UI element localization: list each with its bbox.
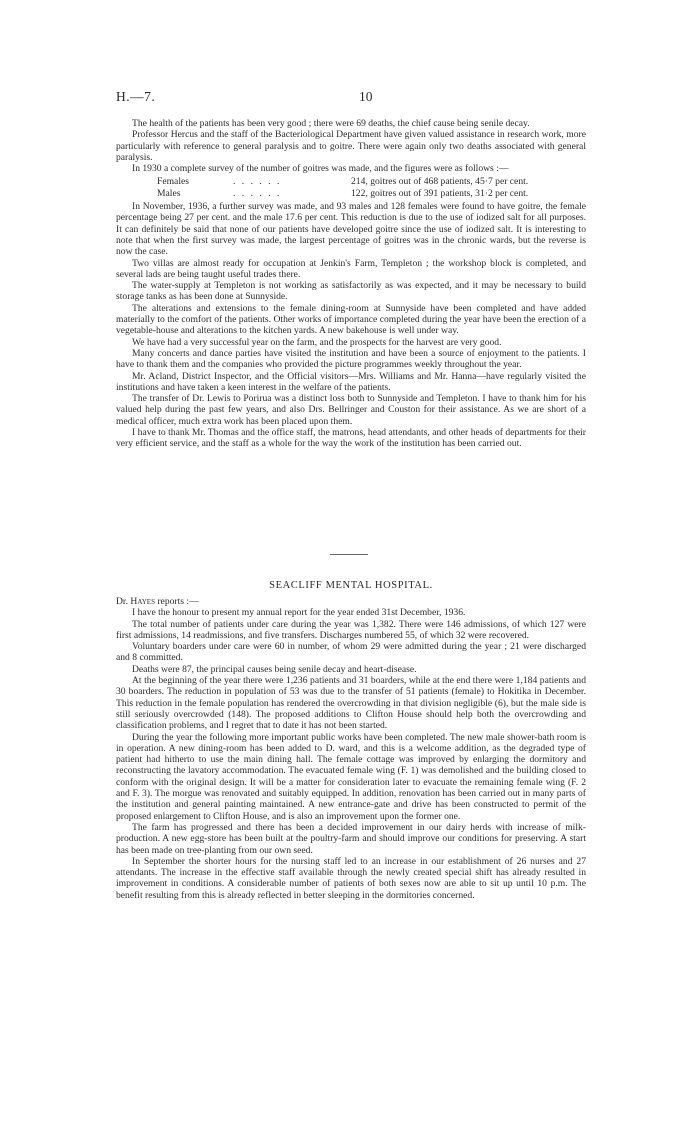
paragraph-goitre-survey-1930: In 1930 a complete survey of the number of goitres was made, and the figures were as follows :— [132,163,509,175]
paragraph-deaths: Deaths were 87, the principal causes being senile decay and heart-disease. [132,663,417,675]
paragraph-annual-report: I have the honour to present my annual report for the year ended 31st December, 1936. [132,607,466,619]
paragraph-research: Professor Hercus and the staff of the Bacteriological Department have given valued assistance in research work, more particularly with reference to general paralysis and to goitre. There were again only two deaths associated with general paralysis. [116,129,586,163]
goitre-figures-table [157,176,528,199]
row-label: Males [157,187,181,199]
page-header [116,89,586,107]
paragraph-admissions: The total number of patients under care during the year was 1,382. There were 146 admissions, of which 127 were first admissions, 14 readmissions, and five transfers. Discharges numbered 55, of which 32 were recovered. [116,618,586,641]
leader-dots: . . . . . . [233,176,282,188]
leader-dots: . . . . . . [233,187,282,199]
paragraph-concerts: Many concerts and dance parties have visited the institution and have been a source of enjoyment to the patients. I have to thank them and the companies who provided the picture programmes weekly throughout the year. [116,347,586,371]
paragraph-voluntary-boarders: Voluntary boarders under care were 60 in number, of whom 29 were admitted during the year ; 21 were discharged and 8 committed. [116,641,586,664]
paragraph-public-works: During the year the following more important public works have been completed. The new male shower-bath room is in operation. A new dining-room has been added to D. ward, and this is a welcome addition, as the degraded type of patient had hitherto to use the main dining hall. The female cottage was improved by enlarging the dormitory and reconstructing the lavatory accommodation. The evacuated female wing (F. 1) was demolished and the building closed to conform with the original design. It will be a matter for consideration later to evacuate the remaining female wing (F. 2 and F. 3). The morgue was renovated and suitably equipped. In addition, renovation has been carried out in many parts of the institution and general painting maintained. A new entrance-gate and drive has been constructed to permit of the proposed enlargement to Clifton House, and is also an improvement upon the former one. [116,731,586,822]
paragraph-goitre-survey-1936: In November, 1936, a further survey was made, and 93 males and 128 females were found to have goitre, the female percentage being 27 per cent. and the male 17.6 per cent. This reduction is due to the use of iodized salt for all purposes. It can definitely be said that none of our patients have developed goitre since the use of iodized salt. It is interesting to note that when the first survey was made, the largest percentage of goitres was in the chronic wards, but the reverse is now the case. [116,201,586,258]
paragraph-farm: We have had a very successful year on the farm, and the prospects for the harvest are very good. [132,336,502,348]
paragraph-transfer: The transfer of Dr. Lewis to Porirua was a distinct loss both to Sunnyside and Templeton. I have to thank him for his valued help during the past few years, and also Drs. Bellringer and Couston for their assistance. As we are short of a medical officer, much extra work has been placed upon them. [116,393,586,427]
row-value: 214, goitres out of 468 patients, 45·7 per cent. [351,176,529,188]
paragraph-visitors: Mr. Acland, District Inspector, and the Official visitors—Mrs. Williams and Mr. Hanna—have regularly visited the institutions and have taken a keen interest in the welfare of the patients. [116,370,586,393]
section-divider [330,554,368,555]
table-row [157,188,528,199]
section-heading: SEACLIFF MENTAL HOSPITAL. [269,580,433,591]
paragraph-thanks: I have to thank Mr. Thomas and the office staff, the matrons, head attendants, and other heads of departments for their very efficient service, and the staff as a whole for the way the work of the institution has been carried out. [116,427,586,450]
paragraph-villas: Two villas are almost ready for occupation at Jenkin's Farm, Templeton ; the workshop block is completed, and several lads are being taught useful trades there. [116,257,586,280]
report-section-2 [116,596,586,901]
paragraph-nursing-staff: In September the shorter hours for the nursing staff led to an increase in our establishment of 26 nurses and 27 attendants. The increase in the effective staff available through the newly created special shift has already resulted in improvement in conditions. A considerable number of patients of both sexes now are able to sit up until 10 p.m. The benefit resulting from this is already reflected in better sleeping in the dormitories concerned. [116,855,586,901]
paragraph-population: At the beginning of the year there were 1,236 patients and 31 boarders, while at the end there were 1,184 patients and 30 boarders. The reduction in population of 53 was due to the transfer of 51 patients (female) to Hokitika in December. This reduction in the female population has rendered the overcrowding in that division negligible (6), but the male side is still seriously overcrowded (148). The proposed additions to Clifton House should help both the overcrowding and classification problems, and I regret that to date it has not been started. [116,675,586,732]
table-row [157,176,528,187]
row-value: 122, goitres out of 391 patients, 31·2 per cent. [351,187,529,199]
row-label: Females [157,176,189,188]
page-number: 10 [359,89,373,104]
paragraph-farm-progress: The farm has progressed and there has been a decided improvement in our dairy herds with increase of milk-production. A new egg-store has been built at the poultry-farm and should improve our conditions for preserving. A start has been made on tree-planting from our own seed. [116,821,586,856]
reporter-line: Dr. Hayes reports :— [116,596,199,607]
report-section-1 [116,118,586,450]
report-reference: H.—7. [116,89,156,104]
paragraph-alterations: The alterations and extensions to the female dining-room at Sunnyside have been completed and have added materially to the comfort of the patients. Other works of importance completed during the year have been the erection of a vegetable-house and alterations to the kitchen yards. A new bakehouse is well under way. [116,302,586,337]
paragraph-health: The health of the patients has been very good ; there were 69 deaths, the chief cause being senile decay. [132,118,530,129]
paragraph-water-supply: The water-supply at Templeton is not working as satisfactorily as was expected, and it may be necessary to build storage tanks as has been done at Sunnyside. [116,280,586,303]
